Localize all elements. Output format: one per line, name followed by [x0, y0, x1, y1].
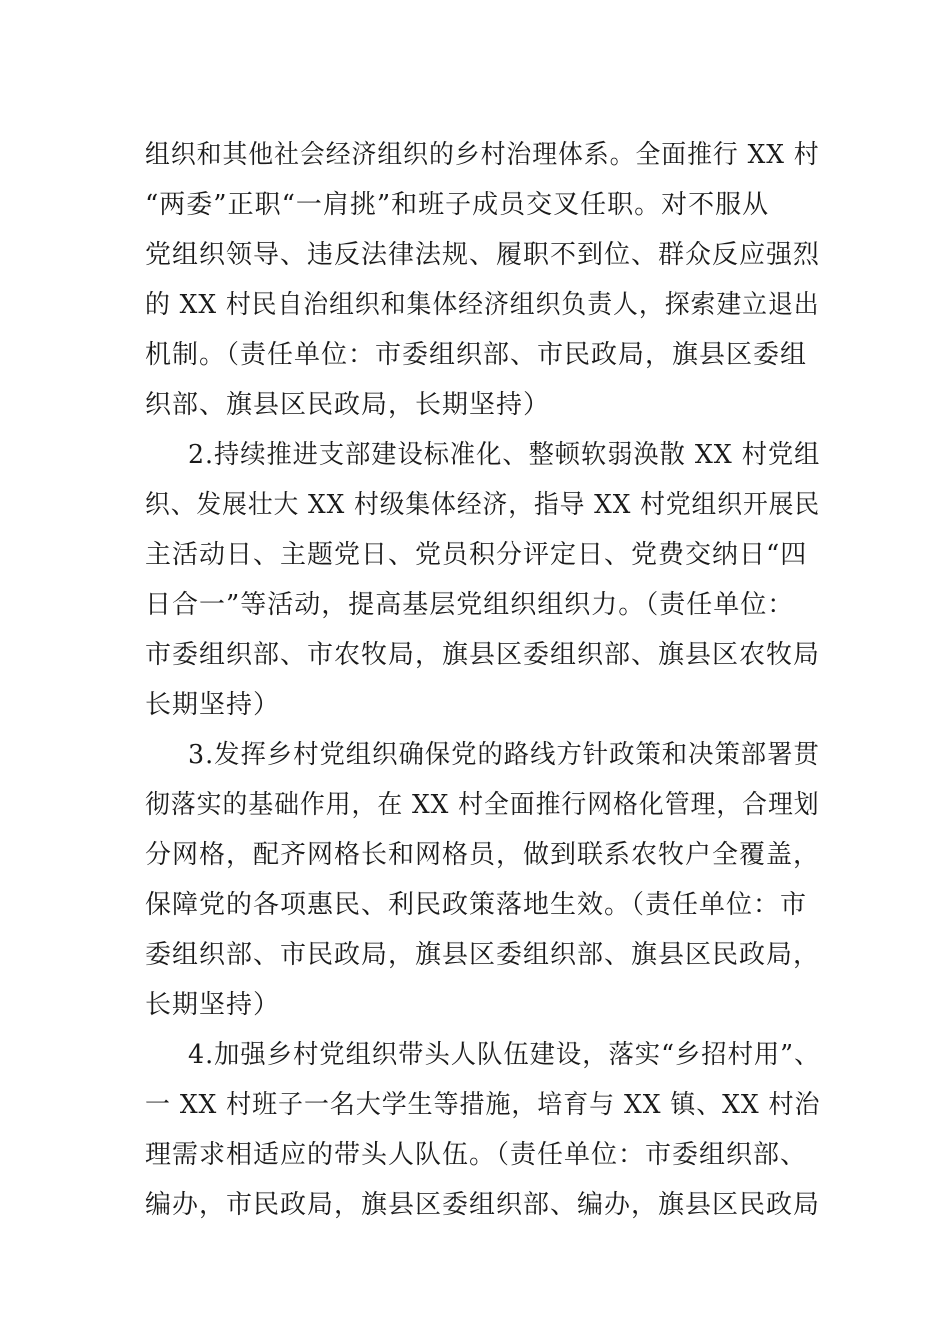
text-line-14: 彻落实的基础作用，在 XX 村全面推行网格化管理，合理划 [145, 790, 820, 820]
text-line-2: “两委”正职“一肩挑”和班子成员交叉任职。对不服从 [145, 190, 770, 220]
text-line-4: 的 XX 村民自治组织和集体经济组织负责人，探索建立退出 [145, 290, 820, 320]
text-line-13: 3.发挥乡村党组织确保党的路线方针政策和决策部署贯 [188, 740, 820, 770]
text-line-17: 委组织部、市民政局，旗县区委组织部、旗县区民政局， [145, 940, 821, 970]
text-line-7: 2.持续推进支部建设标准化、整顿软弱涣散 XX 村党组 [188, 440, 821, 470]
text-line-18: 长期坚持） [145, 990, 281, 1020]
text-line-21: 理需求相适应的带头人队伍。（责任单位：市委组织部、 [145, 1140, 808, 1170]
text-line-20: 一 XX 村班子一名大学生等措施，培育与 XX 镇、XX 村治 [145, 1090, 821, 1120]
text-line-22: 编办，市民政局，旗县区委组织部、编办，旗县区民政局 [145, 1190, 821, 1220]
text-line-10: 日合一”等活动，提高基层党组织组织力。（责任单位： [145, 590, 795, 620]
text-line-16: 保障党的各项惠民、利民政策落地生效。（责任单位：市 [145, 890, 808, 920]
text-line-8: 织、发展壮大 XX 村级集体经济，指导 XX 村党组织开展民 [145, 490, 821, 520]
text-line-9: 主活动日、主题党日、党员积分评定日、党费交纳日“四 [145, 540, 808, 570]
text-line-1: 组织和其他社会经济组织的乡村治理体系。全面推行 XX 村 [145, 140, 820, 170]
text-line-19: 4.加强乡村党组织带头人队伍建设，落实“乡招村用”、 [188, 1040, 821, 1070]
text-line-6: 织部、旗县区民政局，长期坚持） [145, 390, 551, 420]
text-line-5: 机制。（责任单位：市委组织部、市民政局，旗县区委组 [145, 340, 808, 370]
text-line-11: 市委组织部、市农牧局，旗县区委组织部、旗县区农牧局 [145, 640, 821, 670]
text-line-12: 长期坚持） [145, 690, 281, 720]
text-line-3: 党组织领导、违反法律法规、履职不到位、群众反应强烈 [145, 240, 821, 270]
text-line-15: 分网格，配齐网格长和网格员，做到联系农牧户全覆盖， [145, 840, 821, 870]
